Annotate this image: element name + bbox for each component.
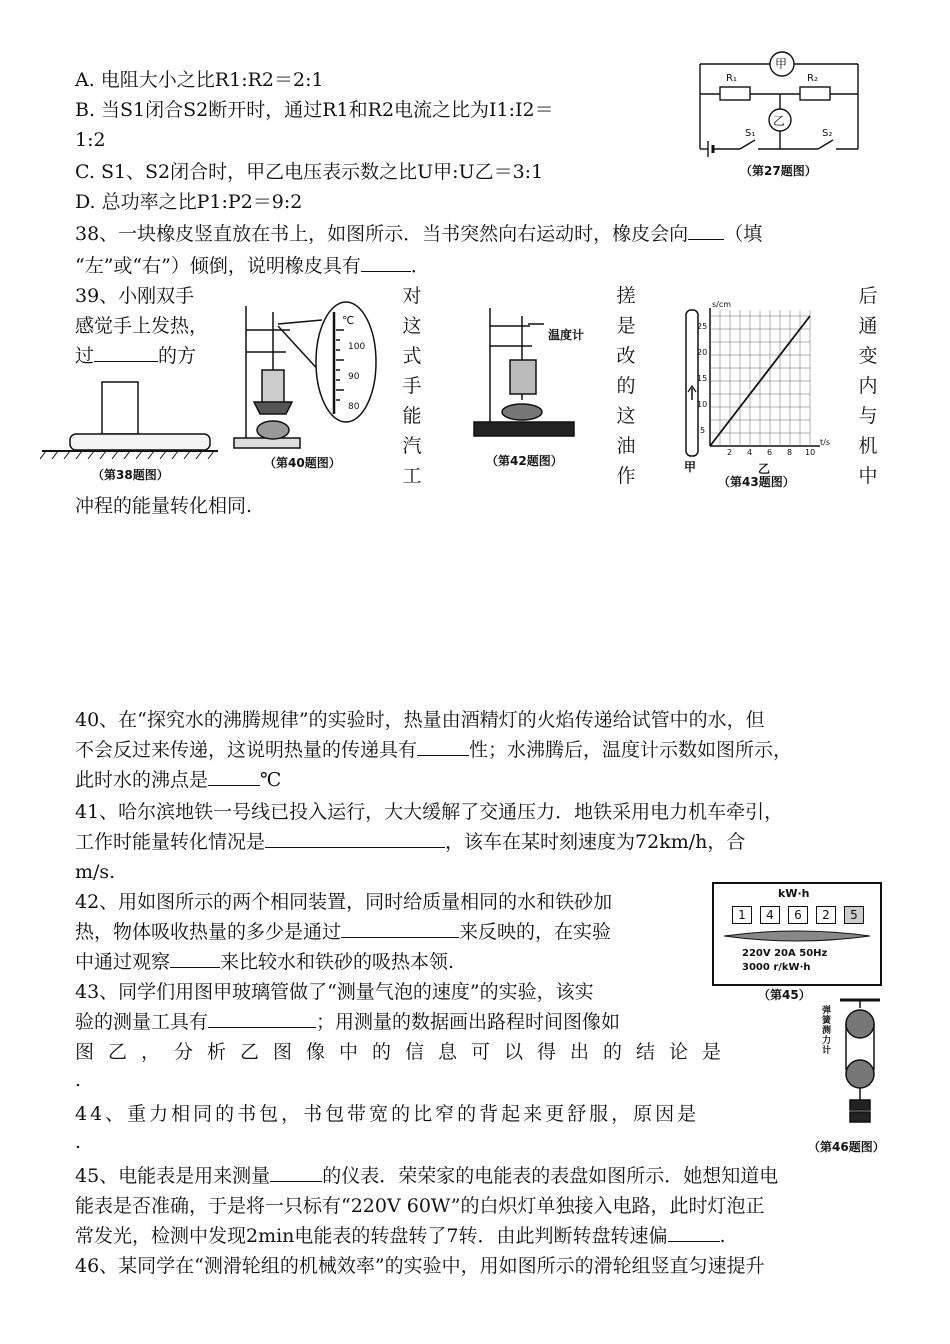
q43-line1: 43、同学们用图甲玻璃管做了“测量气泡的速度”的实验，该实 — [75, 981, 594, 1003]
q42-line2: 热，物体吸收热量的多少是通过 — [75, 921, 342, 943]
q40-blank2[interactable] — [208, 767, 260, 786]
figure-40-caption: （第40题图） — [264, 456, 341, 470]
s1-label: S₁ — [745, 128, 756, 139]
fig43-yi-label: 乙 — [758, 462, 771, 476]
figure-38-eraser-book — [40, 380, 220, 488]
q41-line1: 41、哈尔滨地铁一号线已投入运行，大大缓解了交通压力．地铁采用电力机车牵引， — [75, 801, 784, 823]
meter-digit: 6 — [788, 906, 808, 924]
figure-43-caption: （第43题图） — [718, 475, 795, 489]
fig43-jia-label: 甲 — [684, 460, 697, 474]
figure-46-caption: （第46题图） — [808, 1140, 885, 1154]
q38-line1: 38、一块橡皮竖直放在书上，如图所示．当书突然向右运动时，橡皮会向 — [75, 223, 689, 245]
q45-line1-end: 的仪表．荣荣家的电能表的表盘如图所示．她想知道电 — [322, 1165, 779, 1187]
fig43-x-tick: 4 — [747, 448, 753, 457]
q39-column-2: 搓是改的这油作 — [616, 285, 636, 487]
fig43-y-tick: 15 — [697, 374, 708, 383]
meter-yi-label: 乙 — [773, 114, 786, 128]
q43-line2: 验的测量工具有 — [75, 1011, 209, 1033]
fig43-x-tick: 8 — [787, 448, 793, 457]
meter-digit: 4 — [760, 906, 780, 924]
q39-column-1: 对这式手能汽工 — [402, 285, 422, 487]
q45-line1: 45、电能表是用来测量 — [75, 1165, 271, 1187]
q41-blank1[interactable] — [265, 829, 445, 848]
meter-digit: 5 — [844, 906, 864, 924]
meter-jia-label: 甲 — [775, 57, 788, 71]
figure-40-boiling-setup — [230, 290, 395, 475]
figure-45-caption: （第45） — [758, 988, 811, 1002]
figure-27-circuit — [690, 44, 870, 184]
figure-43-bubble-graph — [680, 300, 845, 490]
q38-line2: “左”或“右”）倾倒，说明橡皮具有 — [75, 255, 361, 277]
q37-option-b-cont: 1:2 — [75, 129, 106, 151]
meter-digit: 2 — [816, 906, 836, 924]
q40-line2-end: 性；水沸腾后，温度计示数如图所示， — [469, 739, 793, 761]
q38-line2-end: ． — [410, 255, 430, 277]
q45-blank2[interactable] — [668, 1223, 720, 1242]
q39-blank[interactable] — [94, 343, 158, 362]
q40-line1: 40、在“探究水的沸腾规律”的实验时，热量由酒精灯的火焰传递给试管中的水，但 — [75, 709, 765, 731]
figure-38-caption: （第38题图） — [92, 468, 169, 482]
q39-line1: 39、小刚双手 — [75, 285, 195, 307]
q39-line3: 过 — [75, 345, 95, 367]
q43-line2-end: ；用测量的数据画出路程时间图像如 — [316, 1011, 621, 1033]
q43-blank1[interactable] — [208, 1009, 316, 1028]
q39-line3-end: 的方 — [158, 345, 197, 367]
q38-blank1[interactable] — [688, 221, 724, 240]
meter-unit: kW·h — [778, 887, 810, 900]
fig43-x-axis-label: t/s — [820, 438, 830, 447]
fig40-tick-100: 100 — [348, 342, 366, 352]
fig42-thermometer-label: 温度计 — [548, 328, 585, 342]
q44-line2: . — [75, 1131, 82, 1153]
r1-label: R₁ — [726, 73, 737, 84]
q37-option-d: D. 总功率之比P1:P2＝9:2 — [75, 191, 303, 213]
q42-line2-end: 来反映的，在实验 — [459, 921, 612, 943]
q44-line1: 44、重力相同的书包，书包带宽的比窄的背起来更舒服，原因是 — [75, 1103, 700, 1125]
q41-line2: 工作时能量转化情况是 — [75, 831, 266, 853]
q45-line2: 能表是否准确，于是将一只标有“220V 60W”的白炽灯单独接入电路，此时灯泡正 — [75, 1195, 765, 1217]
q42-blank1[interactable] — [341, 919, 459, 938]
q45-line3: 常发光，检测中发现2min电能表的转盘转了7转．由此判断转盘转速偏 — [75, 1225, 668, 1247]
q42-line3: 中通过观察 — [75, 951, 171, 973]
s2-label: S₂ — [822, 128, 833, 139]
q40-blank1[interactable] — [417, 737, 469, 756]
fig43-y-axis-label: s/cm — [712, 300, 732, 309]
fig43-y-tick: 5 — [700, 426, 706, 435]
q45-line3-end: . — [719, 1225, 726, 1247]
fig40-unit: ℃ — [342, 314, 355, 327]
fig40-tick-90: 90 — [348, 372, 360, 382]
q37-option-a: A. 电阻大小之比R1:R2＝2:1 — [75, 69, 324, 91]
q39-line2: 感觉手上发热， — [75, 315, 209, 337]
q39-column-3: 后通变内与机中 — [858, 285, 878, 487]
figure-27-caption: （第27题图） — [740, 164, 817, 178]
q40-line3: 此时水的沸点是 — [75, 769, 209, 791]
q38-blank2[interactable] — [361, 253, 411, 272]
q46-line1: 46、某同学在“测滑轮组的机械效率”的实验中，用如图所示的滑轮组竖直匀速提升 — [75, 1255, 765, 1277]
q40-line2: 不会反过来传递，这说明热量的传递具有 — [75, 739, 418, 761]
fig43-x-tick: 2 — [727, 448, 733, 457]
fig43-y-tick: 10 — [697, 400, 708, 409]
figure-46-pulley — [808, 996, 900, 1156]
q37-option-b: B. 当S1闭合S2断开时，通过R1和R2电流之比为I1:I2＝ — [75, 99, 554, 121]
q42-blank2[interactable] — [170, 949, 220, 968]
q43-line3: 图乙，分析乙图像中的信息可以得出的结论是 — [75, 1041, 736, 1063]
fig46-spring-scale-label: 弹簧测力计 — [822, 1006, 832, 1056]
q41-line2-end: ，该车在某时刻速度为72km/h，合 — [445, 831, 746, 853]
fig43-y-tick: 25 — [697, 322, 708, 331]
q38-line1-end: （填 — [724, 223, 763, 245]
q42-line1: 42、用如图所示的两个相同装置，同时给质量相同的水和铁砂加 — [75, 891, 613, 913]
q43-line4: . — [75, 1069, 82, 1091]
fig43-x-tick: 6 — [767, 448, 773, 457]
fig40-tick-80: 80 — [348, 402, 360, 412]
fig43-y-tick: 20 — [697, 348, 708, 357]
q42-line3-end: 来比较水和铁砂的吸热本领. — [220, 951, 455, 973]
q37-option-c: C. S1、S2闭合时，甲乙电压表示数之比U甲:U乙＝3:1 — [75, 161, 544, 183]
q45-blank1[interactable] — [270, 1163, 322, 1182]
meter-spec-1: 220V 20A 50Hz — [742, 948, 828, 959]
figure-45-electric-meter — [712, 882, 882, 1004]
r2-label: R₂ — [807, 73, 818, 84]
q39-last-line: 冲程的能量转化相同. — [75, 495, 253, 517]
figure-42-caption: （第42题图） — [486, 454, 563, 468]
figure-42-heating-setup — [470, 300, 610, 470]
q40-line3-end: ℃ — [260, 769, 282, 791]
q41-line3: m/s. — [75, 861, 116, 883]
meter-spec-2: 3000 r/kW·h — [742, 962, 811, 973]
meter-digit: 1 — [732, 906, 752, 924]
fig43-x-tick: 10 — [805, 448, 816, 457]
